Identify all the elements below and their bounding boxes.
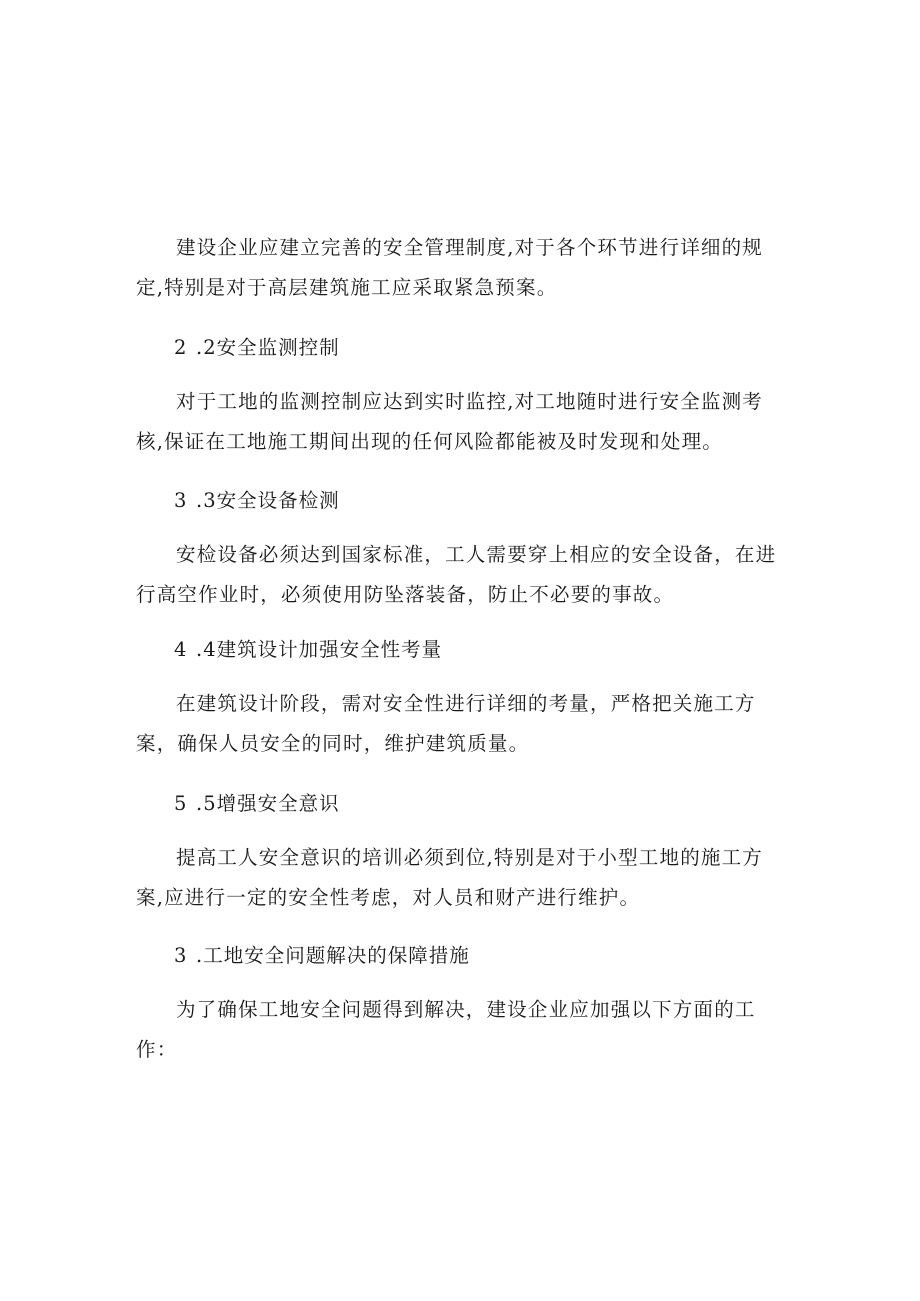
paragraph-design — [136, 684, 788, 764]
paragraph-monitoring — [136, 382, 788, 462]
paragraph-text: 为了确保工地安全问题得到解决，建设企业应加强以下方面的工作： — [136, 998, 756, 1061]
heading-equipment-inspection — [174, 486, 340, 516]
heading-design-safety — [174, 635, 442, 665]
heading-safety-monitoring — [174, 333, 340, 363]
paragraph-text: 对于工地的监测控制应达到实时监控,对工地随时进行安全监测考核,保证在工地施工期间出现的任何风险都能被及时发现和处理。 — [136, 390, 763, 453]
heading-safety-awareness — [174, 789, 340, 819]
paragraph-awareness — [136, 838, 788, 918]
heading-text: .5增强安全意识 — [196, 792, 340, 815]
heading-number: 3 — [174, 944, 188, 967]
heading-text: .4建筑设计加强安全性考量 — [196, 638, 443, 661]
paragraph-text: 建设企业应建立完善的安全管理制度,对于各个环节进行详细的规定,特别是对于高层建筑施工应采取紧急预案。 — [136, 236, 763, 299]
paragraph-text: 安检设备必须达到国家标准，工人需要穿上相应的安全设备，在进行高空作业时，必须使用防坠落装备，防止不必要的事故。 — [136, 543, 777, 606]
heading-number: 5 — [174, 792, 188, 815]
heading-number: 3 — [174, 489, 188, 512]
paragraph-equipment — [136, 535, 788, 615]
heading-safeguard-measures — [174, 941, 470, 971]
paragraph-text: 提高工人安全意识的培训必须到位,特别是对于小型工地的施工方案,应进行一定的安全性考虑，对人员和财产进行维护。 — [136, 846, 763, 909]
heading-number: 4 — [174, 638, 188, 661]
heading-text: .2安全监测控制 — [196, 336, 340, 359]
heading-text: .工地安全问题解决的保障措施 — [196, 944, 470, 967]
heading-number: 2 — [174, 336, 188, 359]
paragraph-text: 在建筑设计阶段，需对安全性进行详细的考量，严格把关施工方案，确保人员安全的同时，维护建筑质量。 — [136, 692, 756, 755]
paragraph-safety-management — [136, 228, 788, 308]
heading-text: .3安全设备检测 — [196, 489, 340, 512]
paragraph-measures-intro — [136, 990, 788, 1070]
